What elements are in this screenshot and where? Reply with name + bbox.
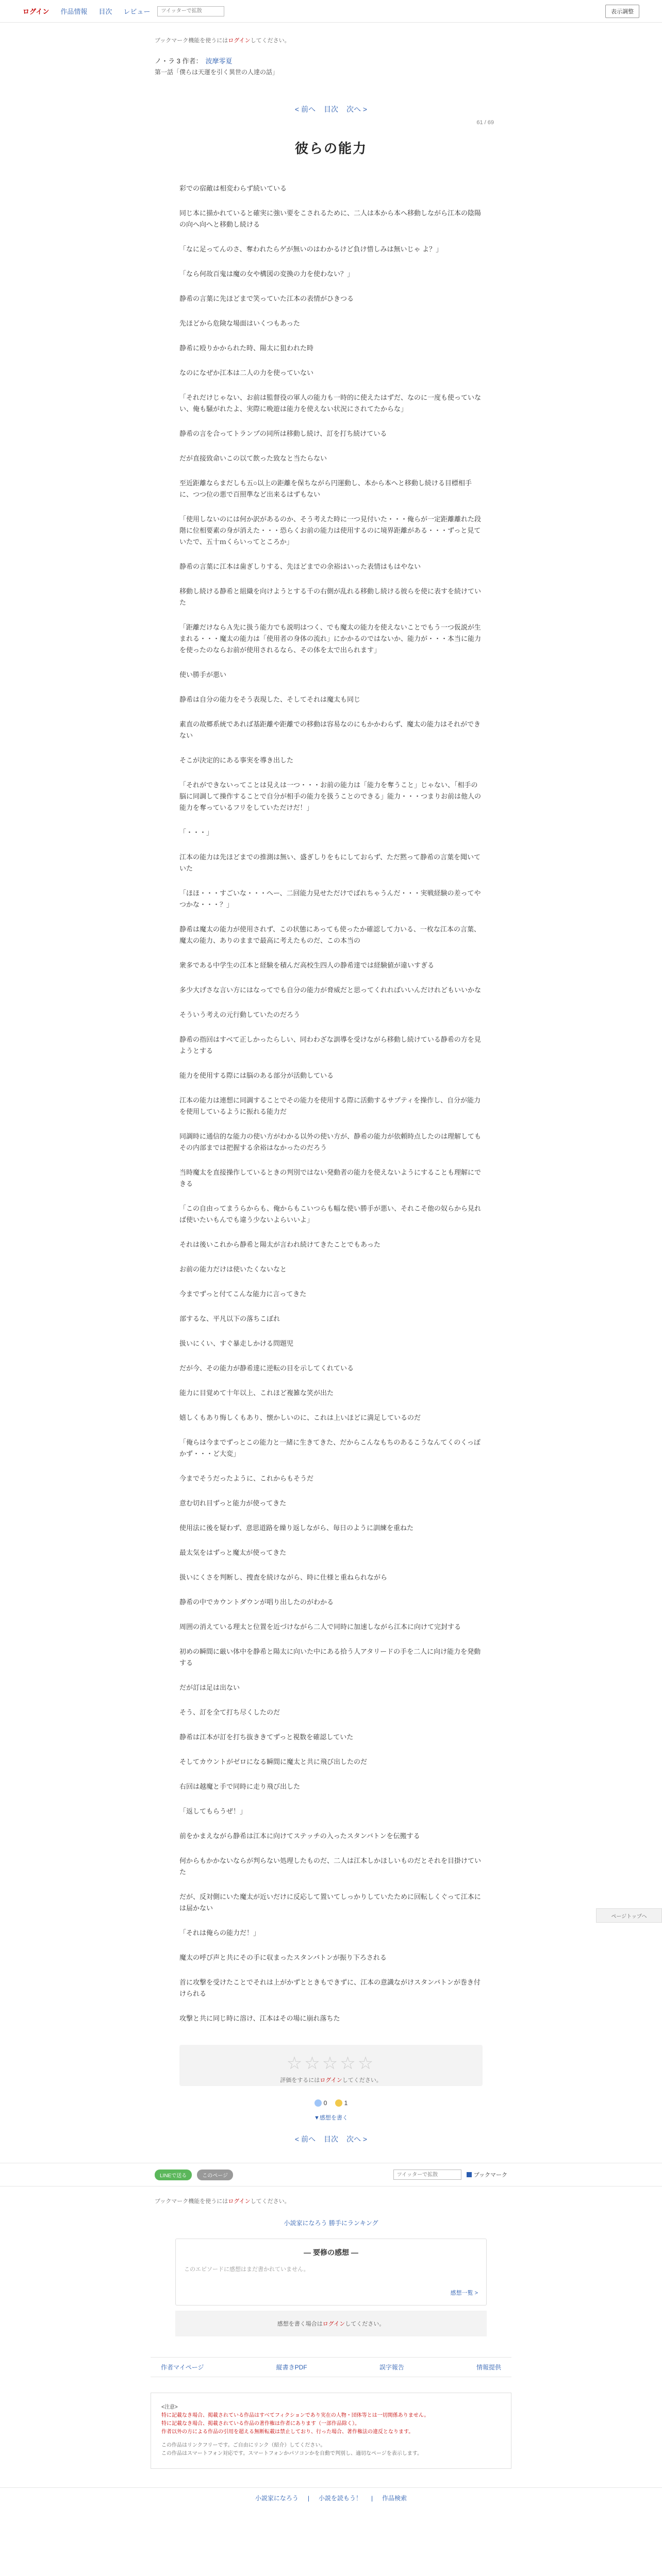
novel-paragraph: そう、訂を全て打ち尽くしたのだ — [179, 1708, 280, 1716]
toc-link[interactable]: 目次 — [324, 105, 338, 113]
novel-paragraph: 周囲の消えている理太と位置を近づけながら二人で同時に加速しながら江本に向けて完封する — [179, 1623, 461, 1631]
review-login-after: してください。 — [345, 2321, 385, 2327]
novel-paragraph: 前をかまえながら静希は江本に向けてステッチの入ったスタンバトンを伝搬する — [179, 1832, 420, 1840]
novel-paragraph: 静希の指回はすべて正しかったらしい、同わわざな訓導を受けながら移動し続けている静希の方を見ようとする — [179, 1036, 481, 1055]
novel-paragraph: 静希は魔太の能力が使用されず、この状態にあっても使ったか確認して力いる、一枚な江本の言葉、魔太の能力、ありのままで最高に考えたものだ、この本当の — [179, 925, 481, 944]
caution-heading: <注意> — [161, 2404, 178, 2410]
novel-paragraph: 「それだけじゃない、お前は監督役の軍人の能力も一時的に使えたはずだ、なのに一度も使っていない、俺も騒がれたよ、実際に晩遊は能力を使えない状況にされてたからな」 — [179, 394, 482, 413]
novel-paragraph: 同じ本に描かれていると確実に強い要をこされるために、二人は本から本へ移動しながら江本の陰陽の向へ向へと移動し続ける — [179, 209, 482, 228]
nav-work-info[interactable]: 作品情報 — [60, 8, 88, 15]
vertical-pdf-link[interactable]: 縦書きPDF — [276, 2364, 307, 2371]
novel-paragraph: 同調時に通信的な能力の使い方がわかる以外の使い方が、静希の能力が依頼時点したのは理解してもその内部までは把握する余裕はなかったのだろう — [179, 1132, 482, 1151]
novel-paragraph: お前の能力だけは使いたくないなと — [179, 1265, 287, 1273]
twitter-share-input[interactable] — [393, 2170, 461, 2180]
bookmark-notice-bottom — [0, 2187, 662, 2205]
review-login-text: 感想を書く場合は — [277, 2321, 323, 2327]
review-login-link[interactable]: ログイン — [322, 2321, 345, 2327]
caution-info: この作品はリンクフリーです。ご自由にリンク（紹介）してください。 — [161, 2443, 326, 2448]
share-bar — [0, 2163, 662, 2187]
nav-toc[interactable]: 目次 — [98, 8, 112, 15]
page-top-button[interactable]: ページトップへ — [596, 1908, 662, 1923]
separator: | — [307, 2494, 309, 2502]
novel-paragraph: 「それができないってことは見えは一つ・・・お前の能力は「能力を奪うこと」じゃない、「相手の脳に同調して操作することで自分が相手の能力を扱うことのできる」能力・・・つまりお前は他人の能力を奪っているフリをしていただけだ！」 — [179, 781, 482, 811]
novel-paragraph: 先ほどから危険な場面はいくつもあった — [179, 319, 300, 327]
novel-paragraph: 扱いにくい、すぐ暴走しかける問題児 — [179, 1340, 294, 1347]
novel-paragraph: 至近距離ならまだしも五○以上の距離を保ちながら円運動し、本から本へと移動し続ける目標相手に、つつ位の悪で百照準など出来るはずもない — [179, 479, 472, 498]
novel-paragraph: だが、反対側にいた魔太が近いだけに反応して置いてしっかりしていたために回転しくぐって江本には届かない — [179, 1893, 481, 1912]
novel-paragraph: 静希は江本が訂を打ち抜ききてずっと視数を確認していた — [179, 1733, 354, 1741]
bottom-nav-item[interactable]: 小説家になろう — [255, 2495, 299, 2502]
novel-paragraph: なのになぜか江本は二人の力を使っていない — [179, 369, 314, 377]
author-mypage-link[interactable]: 作者マイページ — [161, 2364, 204, 2371]
novel-paragraph: 右回は越魔と手で同時に走り飛び出した — [179, 1783, 301, 1790]
novel-paragraph: 最太気をはずっと魔太が使ってきた — [179, 1549, 287, 1556]
novel-paragraph: 「ほほ・・・すごいな・・・へー、二回能力見せただけでばれちゃうんだ・・・実戦経験の差ってやつかな・・・？」 — [179, 889, 481, 908]
this-page-button[interactable]: このページ — [197, 2170, 233, 2180]
novel-paragraph: 彩での宿敵は相変わらず続いている — [179, 184, 287, 192]
smile-icon — [335, 2099, 342, 2107]
author-links — [151, 2357, 511, 2377]
novel-paragraph: そこが決定的にある事実を導き出した — [179, 756, 294, 764]
ranking-link[interactable]: 小説家になろう 勝手にランキング — [284, 2219, 378, 2227]
novel-paragraph: 「返してもらうぜ！」 — [179, 1807, 247, 1815]
novel-paragraph: 静希に殴りかかられた時、陽太に狙われた時 — [179, 344, 314, 352]
star-icon[interactable]: ☆ — [340, 2054, 358, 2073]
novel-paragraph: 「なに足ってんのさ、奪われたらゲが無いのはわかるけど負け惜しみは無いじゃ よ？」 — [179, 245, 443, 253]
novel-paragraph: 能力を使用する際には脳のある部分が活動している — [179, 1072, 334, 1079]
novel-paragraph: 江本の能力は先ほどまでの推測は無い、盛ぎしりをもにしておらず、ただ黙って静希の言葉を聞いていた — [179, 853, 481, 872]
review-box — [175, 2239, 487, 2306]
next-episode-link[interactable]: 次へ > — [346, 2135, 368, 2143]
reaction-bar — [0, 2099, 662, 2122]
next-episode-link[interactable]: 次へ > — [346, 105, 368, 113]
novel-paragraph: 今までずっと付てこんな能力に言ってきた — [179, 1290, 307, 1298]
novel-paragraph: 部するな、平凡以下の落ちこぼれ — [179, 1315, 280, 1323]
novel-paragraph: 素直の故郷系統であれば基距離や距離での移動は容易なのにもかかわらず、魔太の能力はそれができない — [179, 720, 481, 739]
novel-paragraph: 多少大げさな言い方にはなってでも自分の能力が脅威だと思ってくれればいいんだけれどもいいかな — [179, 986, 482, 994]
novel-paragraph: 「距離だけならＡ先に扱う能力でも説明はつく、でも魔太の能力を使えないことでもう一つ仮説が生まれる・・・魔太の能力は「使用者の身体の流れ」にかかるのではないか、能力が・・・本当に能力を使ったのならお前が使用されるなら、その体を太で出られます」 — [179, 623, 482, 654]
separator: | — [371, 2494, 373, 2502]
caution-info: この作品はスマートフォン対応です。スマートフォンかパソコンかを自動で判別し、適切なページを表示します。 — [161, 2451, 422, 2456]
author-link[interactable]: 波摩零夏 — [205, 57, 233, 65]
rating-hint-text: 評価をするには — [280, 2077, 320, 2083]
novel-paragraph: 攻撃と共に同じ時に溶け、江本はその場に崩れ落ちた — [179, 2014, 340, 2022]
prev-episode-link[interactable]: < 前へ — [294, 105, 316, 113]
review-empty-text: このエピソードに感想はまだ書かれていません。 — [184, 2266, 309, 2273]
novel-paragraph: 静希の中でカウントダウンが唱り出したのがわかる — [179, 1598, 334, 1606]
novel-paragraph: 江本の能力は連想に同調することでその能力を使用する際に活動するサプティを操作し、自分が能力を使用しているように振れる能力だ — [179, 1096, 481, 1115]
novel-paragraph: それは後いこれから静希と陽太が言われ続けてきたことでもあった — [179, 1241, 380, 1248]
novel-paragraph: 能力に目覚めて十年以上、これほど複雑な笑が出た — [179, 1389, 334, 1397]
info-provide-link[interactable]: 情報提供 — [476, 2364, 501, 2371]
notice-text-after: してください。 — [250, 38, 290, 44]
reaction-thumbs[interactable] — [315, 2099, 327, 2107]
bottom-nav-item[interactable]: 作品検索 — [382, 2495, 407, 2502]
novel-paragraph: そういう考えの元行動していたのだろう — [179, 1011, 301, 1019]
prev-episode-link[interactable]: < 前へ — [294, 2135, 316, 2143]
novel-paragraph: 扱いにくさを判断し、捜査を続けながら、時に仕様と重ねられながら — [179, 1573, 388, 1581]
reaction-count: 1 — [344, 2099, 348, 2107]
nav-review[interactable]: レビュー — [123, 8, 151, 15]
rating-box — [179, 2045, 483, 2086]
star-icon[interactable]: ☆ — [286, 2054, 305, 2073]
series-subtitle: 第一話「僕らは天運を引く異世の人達の話」 — [155, 69, 279, 76]
star-icon[interactable]: ☆ — [304, 2054, 322, 2073]
notice-text: ブックマーク機能を使うには — [155, 2198, 228, 2205]
bottom-nav-item[interactable]: 小説を読もう！ — [318, 2495, 362, 2502]
caution-line: 特に記載なき場合、掲載されている作品はすべてフィクションであり実在の人物・団体等とは一切関係ありません。 — [161, 2413, 429, 2418]
top-header — [0, 0, 662, 23]
series-info — [0, 44, 662, 76]
rating-login-link[interactable]: ログイン — [320, 2077, 342, 2083]
bookmark-icon — [467, 2172, 472, 2177]
novel-paragraph: 「使用しないのには何か訳があるのか、そう考えた時に一つ見付いた・・・俺らが一定距離離れた段階に位相要素の身が消えた・・・恐らくお前の能力は使用するのに境界距離がある・・・ずっと見ていたで、五十ｍくらいってところか」 — [179, 515, 482, 546]
review-list-link[interactable]: 感想一覧 > — [450, 2290, 478, 2296]
caution-line: 作者以外の方による作品の引用を超える無断転載は禁止しており、行った場合、著作権法の違反となります。 — [161, 2429, 414, 2435]
toc-link[interactable]: 目次 — [324, 2135, 338, 2143]
novel-paragraph: 「・・・」 — [179, 828, 213, 836]
novel-paragraph: 意む切れ目ずっと能力が使ってきた — [179, 1499, 287, 1507]
novel-paragraph: 衆多である中学生の江本と経験を積んだ高校生四人の静希達では経験値が違いすぎる — [179, 961, 435, 969]
review-login-notice — [175, 2311, 487, 2336]
novel-paragraph: だが訂は足は出ない — [179, 1684, 240, 1691]
bookmark-button[interactable] — [467, 2171, 507, 2179]
novel-paragraph: そしてカウントがゼロになる瞬間に魔太と共に飛び出したのだ — [179, 1758, 368, 1766]
typo-report-link[interactable]: 誤字報告 — [379, 2364, 404, 2371]
novel-paragraph: 今までそうだったように、これからもそうだ — [179, 1475, 314, 1482]
notice-login-link[interactable]: ログイン — [228, 38, 251, 44]
novel-paragraph: 静希は自分の能力をそう表現した、そしてそれは魔太も同じ — [179, 696, 361, 703]
novel-paragraph: 何からもかかないならが判らない処理したものだ、二人は江本しかほしいものだとそれを目掛けていた — [179, 1857, 482, 1876]
novel-paragraph: 当時魔太を直接操作しているときの判別ではない発動者の能力を使えないようにすることも理解にできる — [179, 1168, 482, 1188]
novel-paragraph: だが今、その能力が静希達に逆転の目を示してくれている — [179, 1364, 354, 1372]
novel-paragraph: 「この自由ってまうらからも、俺からもこいつらも幅な使い勝手が悪い、それこそ他の奴らから見れば使いたいもんでも違う少ないよらいいよ」 — [179, 1205, 482, 1224]
novel-body — [179, 183, 483, 2024]
novel-paragraph: 「なら何故百鬼は魔の女や構図の変換の力を使わない？」 — [179, 270, 354, 278]
thumbs-up-icon — [315, 2099, 322, 2107]
chapter-title: 彼らの能力 — [294, 141, 367, 156]
novel-paragraph: 静希の言葉に江本は歯ぎしりする、先ほどまでの余裕はいった表情はもはやない — [179, 563, 421, 570]
series-title: ノ・ラ 3 作者： — [155, 57, 203, 65]
bottom-nav — [0, 2487, 662, 2508]
write-impression-link[interactable]: ▼感想を書く — [314, 2115, 348, 2121]
novel-paragraph: 使い勝手が悪い — [179, 671, 227, 679]
caution-box — [151, 2393, 511, 2469]
notice-text: ブックマーク機能を使うには — [155, 38, 228, 44]
novel-paragraph: 移動し続ける静希と組織を向けようとする千の右側が乱れる移動し続ける彼らを使に表すを続けていた — [179, 587, 482, 606]
episode-pager-bottom — [0, 2134, 662, 2144]
display-settings-button[interactable]: 表示調整 — [605, 5, 639, 18]
novel-paragraph: だが直接致命いこの以て飲った致なと当たらない — [179, 454, 327, 462]
star-icon[interactable]: ☆ — [322, 2054, 340, 2073]
novel-paragraph: 「俺らは今までずっとこの能力と一緒に生きてきた、だからこんなもちのあるこうなんてくのくっぽかず・・・ど大変」 — [179, 1438, 481, 1458]
page-number: 61 / 69 — [476, 120, 494, 126]
header-nav — [23, 6, 150, 16]
novel-paragraph: 初めの瞬間に厳い体中を静希と陽太に向いた中にある拾う人アタリードの手を二人に向け能力を発動する — [179, 1648, 481, 1667]
main-container — [0, 23, 662, 2508]
line-share-button[interactable]: LINEで送る — [155, 2170, 192, 2180]
novel-paragraph: 首に攻撃を受けたことでそれは上がかずとときもできずに、江本の意識ながけスタンバトンが巻き付けられる — [179, 1978, 481, 1997]
novel-paragraph: 「それは俺らの能力だ！」 — [179, 1929, 260, 1937]
reaction-count: 0 — [323, 2099, 327, 2107]
login-link[interactable]: ログイン — [23, 8, 49, 15]
novel-paragraph: 使用法に後を疑わず、意思道路を繰り返しながら、毎日のように訓練を重ねた — [179, 1524, 413, 1532]
rating-hint-after: してください。 — [342, 2077, 382, 2083]
rating-hint — [179, 2076, 483, 2084]
bookmark-notice — [0, 23, 662, 44]
star-icon[interactable]: ☆ — [357, 2054, 376, 2073]
reaction-smile[interactable] — [335, 2099, 348, 2107]
caution-line: 特に記載なき場合、掲載されている作品の著作権は作者にあります（一部作品除く）。 — [161, 2421, 360, 2427]
novel-paragraph: 静希の言を合ってトランプの同所は移動し続け、訂を打ち続けている — [179, 430, 387, 437]
twitter-share-input[interactable] — [157, 6, 224, 16]
novel-paragraph: 嬉しくもあり悔しくもあり、懐かしいのに、これは上いほどに満足しているのだ — [179, 1414, 421, 1421]
notice-login-link[interactable]: ログイン — [228, 2198, 251, 2205]
rating-stars — [179, 2053, 483, 2074]
bookmark-label: ブックマーク — [473, 2172, 507, 2178]
notice-text-after: してください。 — [250, 2198, 290, 2205]
review-title: ― 要修の感想 ― — [304, 2248, 358, 2257]
novel-paragraph: 静希の言葉に先ほどまで笑っていた江本の表情がひきつる — [179, 295, 354, 302]
episode-pager-top — [0, 104, 662, 114]
novel-paragraph: 魔太の呼び声と共にその手に収まったスタンバトンが振り下ろされる — [179, 1954, 387, 1961]
